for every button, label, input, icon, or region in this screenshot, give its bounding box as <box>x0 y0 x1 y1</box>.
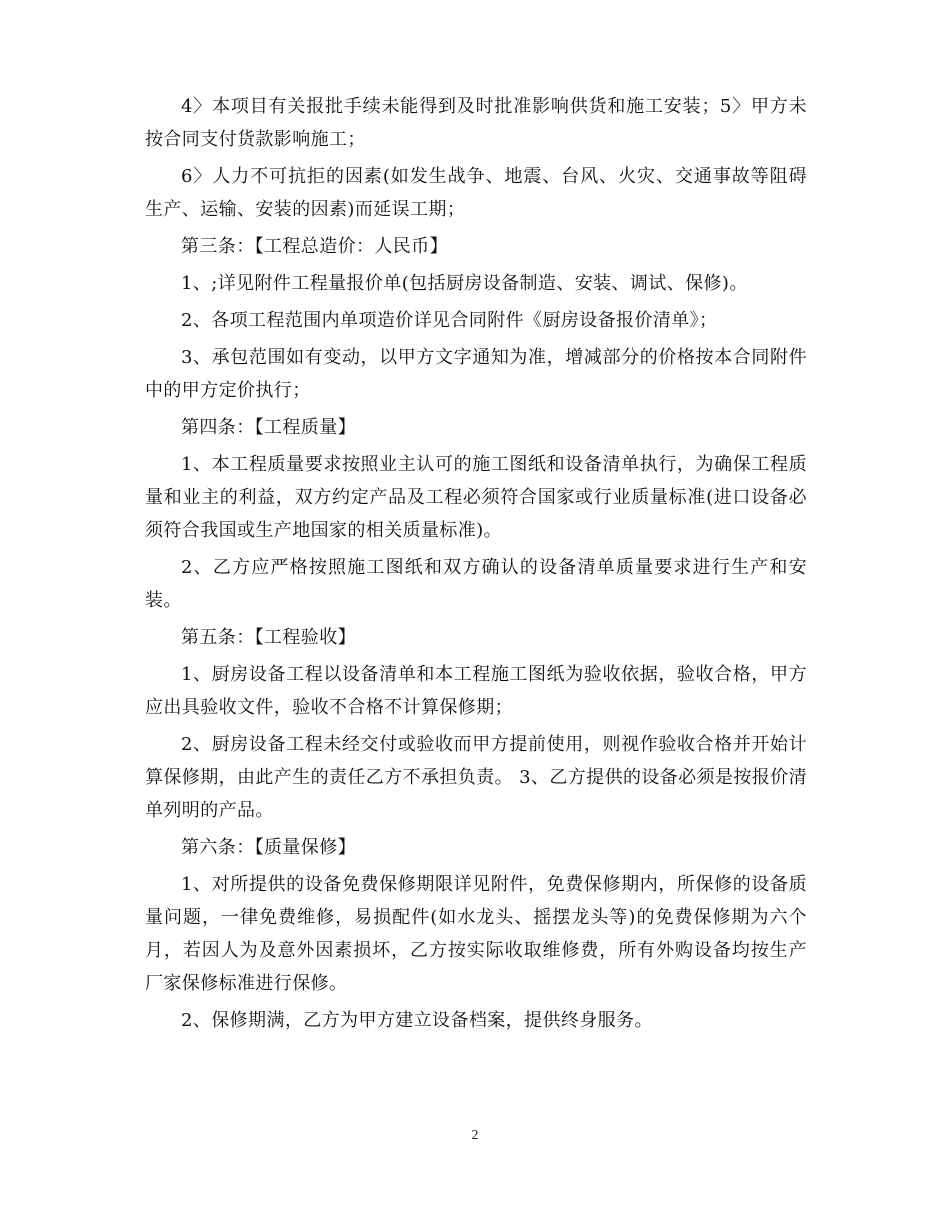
page-number: 2 <box>471 1128 479 1143</box>
paragraph-article-3-item-2: 2、各项工程范围内单项造价详见合同附件《厨房设备报价清单》； <box>181 310 718 331</box>
paragraph-article-5-item-1: 1、厨房设备工程以设备清单和本工程施工图纸为验收依据，验收合格，甲方应出具验收文件，验收不合格不计算保修期； <box>145 664 807 718</box>
paragraph-article-5-item-2-3: 2、厨房设备工程未经交付或验收而甲方提前使用，则视作验收合格并开始计算保修期，由此产生的责任乙方不承担负责。 3、乙方提供的设备必须是按报价清单列明的产品。 <box>145 734 807 821</box>
heading-article-4: 第四条：【工程质量】 <box>181 417 356 438</box>
paragraph-article-4-item-1: 1、本工程质量要求按照业主认可的施工图纸和设备清单执行，为确保工程质量和业主的利益，双方约定产品及工程必须符合国家或行业质量标准(进口设备必须符合我国或生产地国家的相关质量标准)。 <box>145 454 807 541</box>
paragraph-article-4-item-2: 2、乙方应严格按照施工图纸和双方确认的设备清单质量要求进行生产和安装。 <box>145 557 807 611</box>
paragraph-article-6-item-2: 2、保修期满，乙方为甲方建立设备档案，提供终身服务。 <box>181 1010 653 1031</box>
heading-article-5: 第五条：【工程验收】 <box>181 627 356 648</box>
paragraph-article-3-item-3: 3、承包范围如有变动，以甲方文字通知为准，增减部分的价格按本合同附件中的甲方定价执行； <box>145 347 807 401</box>
paragraph-delay-reason-6: 6〉人力不可抗拒的因素(如发生战争、地震、台风、火灾、交通事故等阻碍生产、运输、安装的因素)而延误工期； <box>145 166 807 220</box>
heading-article-6: 第六条：【质量保修】 <box>181 837 356 858</box>
paragraph-article-3-item-1: 1、;详见附件工程量报价单(包括厨房设备制造、安装、调试、保修)。 <box>181 273 748 294</box>
document-body <box>145 90 807 1041</box>
paragraph-article-6-item-1: 1、对所提供的设备免费保修期限详见附件，免费保修期内，所保修的设备质量问题，一律免费维修，易损配件(如水龙头、摇摆龙头等)的免费保修期为六个月，若因人为及意外因素损坏，乙方按实际收取维修费，所有外购设备均按生产厂家保修标准进行保修。 <box>145 874 807 994</box>
paragraph-delay-reasons-4-5: 4〉本项目有关报批手续未能得到及时批准影响供货和施工安装；5〉甲方未按合同支付货款影响施工； <box>145 96 807 150</box>
heading-article-3: 第三条：【工程总造价：人民币】 <box>181 236 448 257</box>
